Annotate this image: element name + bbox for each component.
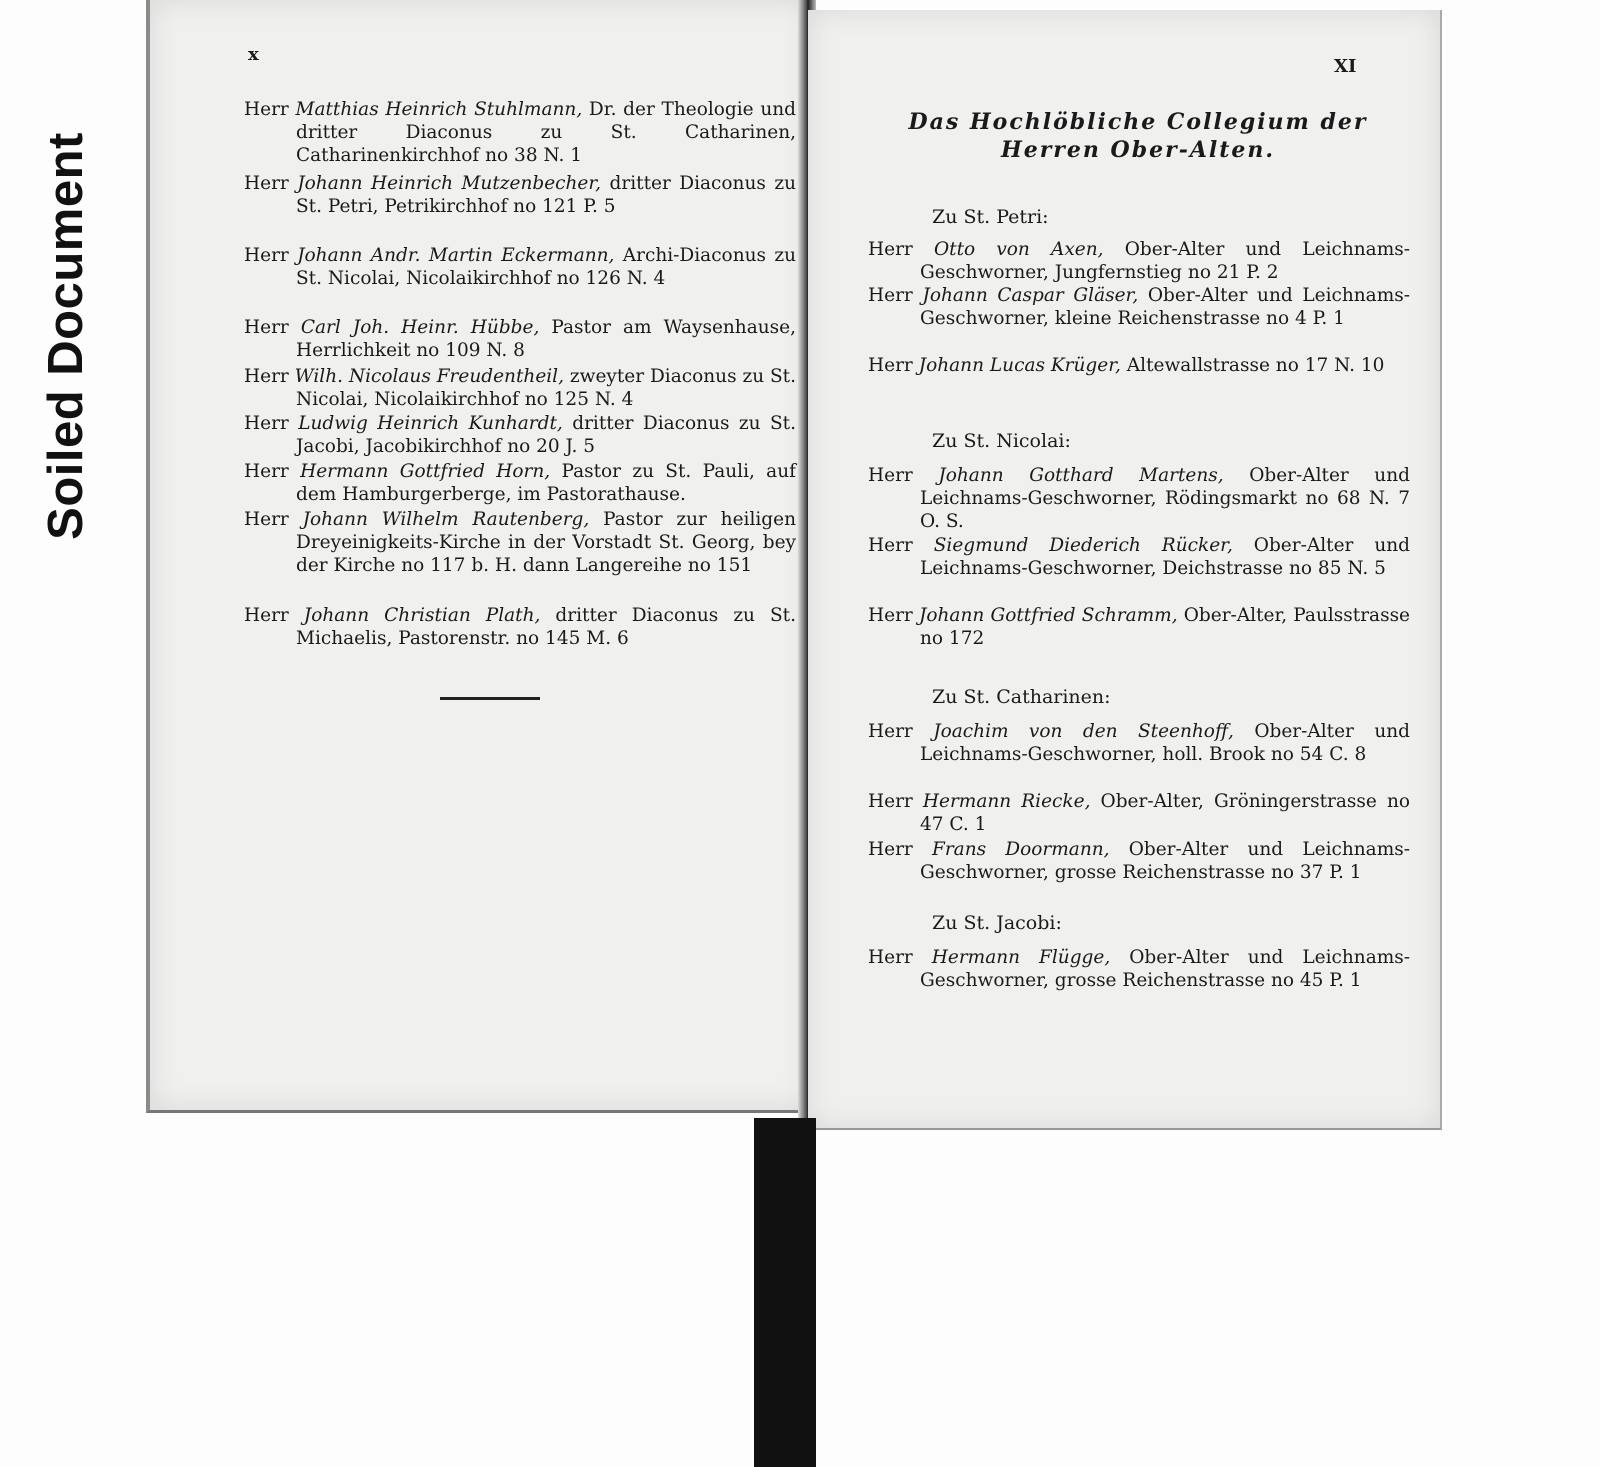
entry-herr: Herr	[244, 366, 289, 387]
left-entry-8	[244, 508, 796, 577]
right-entry	[868, 354, 1410, 377]
entry-text: dritter Diaconus zu St. Jacobi, Jacobikirchhof no 20 J. 5	[296, 413, 796, 457]
right-entry	[868, 238, 1410, 284]
entry-herr: Herr	[244, 245, 289, 266]
bookmark-ribbon	[754, 1118, 816, 1467]
entry-herr: Herr	[868, 535, 913, 556]
entry-name: Matthias Heinrich Stuhlmann,	[295, 99, 583, 120]
left-entry-3	[244, 244, 796, 290]
entry-herr: Herr	[868, 721, 913, 742]
right-entry	[868, 464, 1410, 533]
open-book	[146, 0, 1440, 1118]
entry-herr: Herr	[868, 239, 913, 260]
entry-name: Otto von Axen,	[933, 239, 1104, 260]
entry-herr: Herr	[868, 605, 913, 626]
section-heading-nicolai: Zu St. Nicolai:	[932, 430, 1071, 452]
entry-text: Ober-Alter und Leichnams-Geschworner, Deichstrasse no 85 N. 5	[920, 535, 1410, 579]
entry-herr: Herr	[868, 465, 913, 486]
section-heading-jacobi: Zu St. Jacobi:	[932, 912, 1062, 934]
right-entry	[868, 720, 1410, 766]
left-entry-6	[244, 412, 796, 458]
left-entry-1	[244, 98, 796, 167]
left-entry-2	[244, 172, 796, 218]
entry-herr: Herr	[244, 173, 289, 194]
left-entry-9	[244, 604, 796, 650]
entry-text: Ober-Alter und Leichnams-Geschworner, grosse Reichenstrasse no 37 P. 1	[920, 839, 1410, 883]
entry-name: Hermann Gottfried Horn,	[300, 461, 551, 482]
entry-name: Wilh. Nicolaus Freudentheil,	[294, 366, 564, 387]
title-line-2: Herren Ober-Alten.	[1000, 137, 1276, 163]
entry-herr: Herr	[868, 947, 913, 968]
entry-text: Pastor am Waysenhause, Herrlichkeit no 109 N. 8	[296, 317, 796, 361]
entry-herr: Herr	[244, 461, 289, 482]
entry-name: Hermann Flügge,	[931, 947, 1111, 968]
entry-herr: Herr	[868, 285, 913, 306]
right-entry	[868, 284, 1410, 330]
side-label	[40, 84, 92, 588]
entry-name: Joachim von den Steenhoff,	[933, 721, 1234, 742]
entry-text: Dr. der Theologie und dritter Diaconus zu St. Catharinen, Catharinenkirchhof no 38 N. 1	[296, 99, 796, 166]
entry-name: Johann Gottfried Schramm,	[918, 605, 1178, 626]
left-page-number: x	[248, 44, 259, 65]
entry-text: Ober-Alter und Leichnams-Geschworner, Rödingsmarkt no 68 N. 7 O. S.	[920, 465, 1410, 532]
entry-name: Carl Joh. Heinr. Hübbe,	[300, 317, 540, 338]
entry-name: Ludwig Heinrich Kunhardt,	[298, 413, 563, 434]
entry-name: Johann Heinrich Mutzenbecher,	[297, 173, 602, 194]
entry-text: Ober-Alter und Leichnams-Geschworner, kleine Reichenstrasse no 4 P. 1	[920, 285, 1410, 329]
section-divider	[440, 697, 540, 700]
entry-name: Johann Caspar Gläser,	[922, 285, 1139, 306]
entry-name: Johann Wilhelm Rautenberg,	[302, 509, 590, 530]
right-entry	[868, 534, 1410, 580]
section-heading-petri: Zu St. Petri:	[932, 206, 1049, 228]
left-page	[146, 0, 810, 1113]
entry-text: Ober-Alter und Leichnams-Geschworner, Jungfernstieg no 21 P. 2	[920, 239, 1410, 283]
page-title	[878, 108, 1398, 164]
entry-text: dritter Diaconus zu St. Michaelis, Pastorenstr. no 145 M. 6	[296, 605, 796, 649]
entry-text: Ober-Alter, Paulsstrasse no 172	[920, 605, 1411, 649]
entry-name: Johann Andr. Martin Eckermann,	[297, 245, 615, 266]
section-heading-catharinen: Zu St. Catharinen:	[932, 686, 1111, 708]
right-entry	[868, 604, 1410, 650]
side-label-text: Soiled Document	[39, 132, 93, 540]
entry-herr: Herr	[868, 355, 913, 376]
entry-herr: Herr	[244, 509, 289, 530]
left-entry-5	[244, 365, 796, 411]
right-page	[808, 10, 1442, 1130]
entry-text: zweyter Diaconus zu St. Nicolai, Nicolaikirchhof no 125 N. 4	[296, 366, 796, 410]
left-entry-4	[244, 316, 796, 362]
entry-name: Johann Gotthard Martens,	[938, 465, 1224, 486]
entry-text: Ober-Alter und Leichnams-Geschworner, holl. Brook no 54 C. 8	[920, 721, 1410, 765]
entry-herr: Herr	[868, 839, 913, 860]
entry-text: Archi-Diaconus zu St. Nicolai, Nicolaikirchhof no 126 N. 4	[296, 245, 797, 289]
entry-herr: Herr	[868, 791, 913, 812]
entry-text: Pastor zur heiligen Dreyeinigkeits-Kirche in der Vorstadt St. Georg, bey der Kirche no 117 b. H. dann Langereihe no 151	[296, 509, 797, 576]
right-entry	[868, 790, 1410, 836]
left-entry-7	[244, 460, 796, 506]
entry-text: dritter Diaconus zu St. Petri, Petrikirchhof no 121 P. 5	[296, 173, 796, 217]
entry-herr: Herr	[244, 317, 289, 338]
entry-name: Frans Doormann,	[931, 839, 1110, 860]
entry-text: Pastor zu St. Pauli, auf dem Hamburgerberge, im Pastorathause.	[296, 461, 796, 505]
entry-text: Altewallstrasse no 17 N. 10	[1120, 355, 1385, 376]
entry-herr: Herr	[244, 605, 289, 626]
entry-name: Johann Christian Plath,	[303, 605, 541, 626]
right-page-number: XI	[1334, 56, 1357, 77]
entry-herr: Herr	[244, 99, 289, 120]
entry-herr: Herr	[244, 413, 289, 434]
title-line-1: Das Hochlöbliche Collegium der	[908, 109, 1368, 135]
entry-name: Siegmund Diederich Rücker,	[933, 535, 1233, 556]
entry-text: Ober-Alter, Gröningerstrasse no 47 C. 1	[920, 791, 1410, 835]
right-entry	[868, 838, 1410, 884]
entry-name: Hermann Riecke,	[922, 791, 1091, 812]
right-entry	[868, 946, 1410, 992]
entry-name: Johann Lucas Krüger,	[918, 355, 1121, 376]
entry-text: Ober-Alter und Leichnams-Geschworner, grosse Reichenstrasse no 45 P. 1	[920, 947, 1411, 991]
